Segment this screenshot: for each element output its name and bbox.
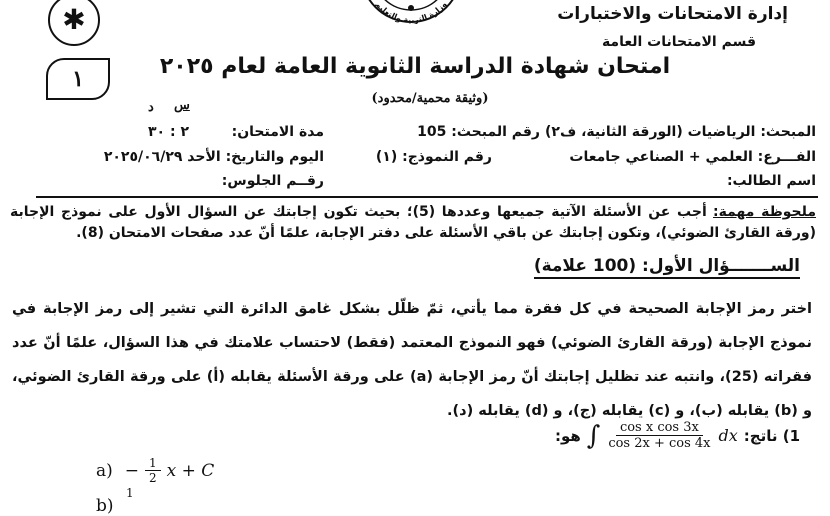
subject-label: المبحث: الرياضيات (الورقة الثانية، ف٢) (545, 124, 816, 140)
integral-sign: ∫ (586, 420, 601, 451)
option-a-sign: − (124, 460, 140, 481)
important-note (10, 202, 816, 244)
integral-expression (587, 420, 738, 451)
branch-label: الفـــرع: العلمي + الصناعي جامعات (569, 149, 816, 165)
option-b-label: b) (96, 496, 114, 516)
item1-label: 1) ناتج: (743, 426, 800, 445)
department-name: إدارة الامتحانات والاختبارات (557, 4, 788, 24)
section-name: قسم الامتحانات العامة (601, 34, 756, 50)
ministry-seal (356, 0, 466, 24)
option-a-fraction (145, 456, 161, 485)
option-a-denominator: 2 (149, 471, 157, 485)
question1-heading: الســـــــؤال الأول: (100 علامة) (534, 256, 800, 279)
duration-label: مدة الامتحان: (231, 124, 324, 140)
seat-number-label: رقــم الجلوس: (221, 173, 324, 189)
hours-unit: س (174, 98, 190, 113)
star-icon: ✱ (48, 0, 100, 46)
option-a-label: a) (96, 460, 113, 481)
seal-text: وزارة التربية والتعليم (373, 0, 449, 24)
minutes-unit: د (148, 100, 154, 115)
student-name-label: اسم الطالب: (726, 173, 816, 189)
option-b (96, 486, 134, 516)
item1-suffix: هو: (554, 426, 581, 445)
model-number-box: ١ (46, 58, 110, 100)
option-b-numerator: 1 (126, 486, 134, 500)
integrand-numerator: cos x cos 3x (616, 420, 703, 436)
note-text: أجب عن الأسئلة الآتية جميعها وعددها (5)؛ بحيث تكون إجابتك عن السؤال الأول على نموذج الإجابة (ورقة القارئ الضوئي)، وتكون إجابتك عن باقي الأسئلة على دفتر الإجابة، علمًا أنّ عدد صفحات الامتحان (8). (10, 204, 816, 241)
day-date: اليوم والتاريخ: الأحد ٢٠٢٥/٠٦/٢٩ (103, 149, 324, 165)
dx-term: dx (718, 426, 738, 445)
option-a-rest: x + C (166, 460, 215, 481)
svg-text:وزارة التربية والتعليم (373, 0, 448, 24)
duration-value: ٢ : ٣٠ (148, 124, 189, 140)
subject-code: رقم المبحث: 105 (417, 124, 540, 140)
note-label: ملحوظة مهمة: (713, 204, 817, 220)
question1-instructions: اختر رمز الإجابة الصحيحة في كل فقرة مما يأتي، ثمّ ظلّل بشكل غامق الدائرة التي تشير إلى رمز الإجابة في نموذج الإجابة (ورقة القارئ الضوئي) فهو النموذج المعتمد (فقط) لاحتساب علامتك في هذا السؤال، علمًا أنّ عدد فقراته (25)، وانتبه عند تظليل إجابتك أنّ رمز الإجابة (a) على ورقة الأسئلة يقابله (أ) على ورقة القارئ الضوئي، و (b) يقابله (ب)، و (c) يقابله (ج)، و (d) يقابله (د). (12, 301, 813, 419)
exam-title: امتحان شهادة الدراسة الثانوية العامة لعام ٢٠٢٥ (159, 54, 671, 79)
option-a (96, 456, 214, 485)
divider (36, 196, 818, 198)
question1-item1 (555, 420, 800, 451)
document-classification: (وثيقة محمية/محدود) (371, 91, 489, 106)
option-a-numerator: 1 (145, 456, 161, 471)
model-number-label: رقم النموذج: (١) (375, 149, 492, 165)
integrand-denominator: cos 2x + cos 4x (608, 436, 711, 451)
integrand-fraction (604, 420, 714, 451)
